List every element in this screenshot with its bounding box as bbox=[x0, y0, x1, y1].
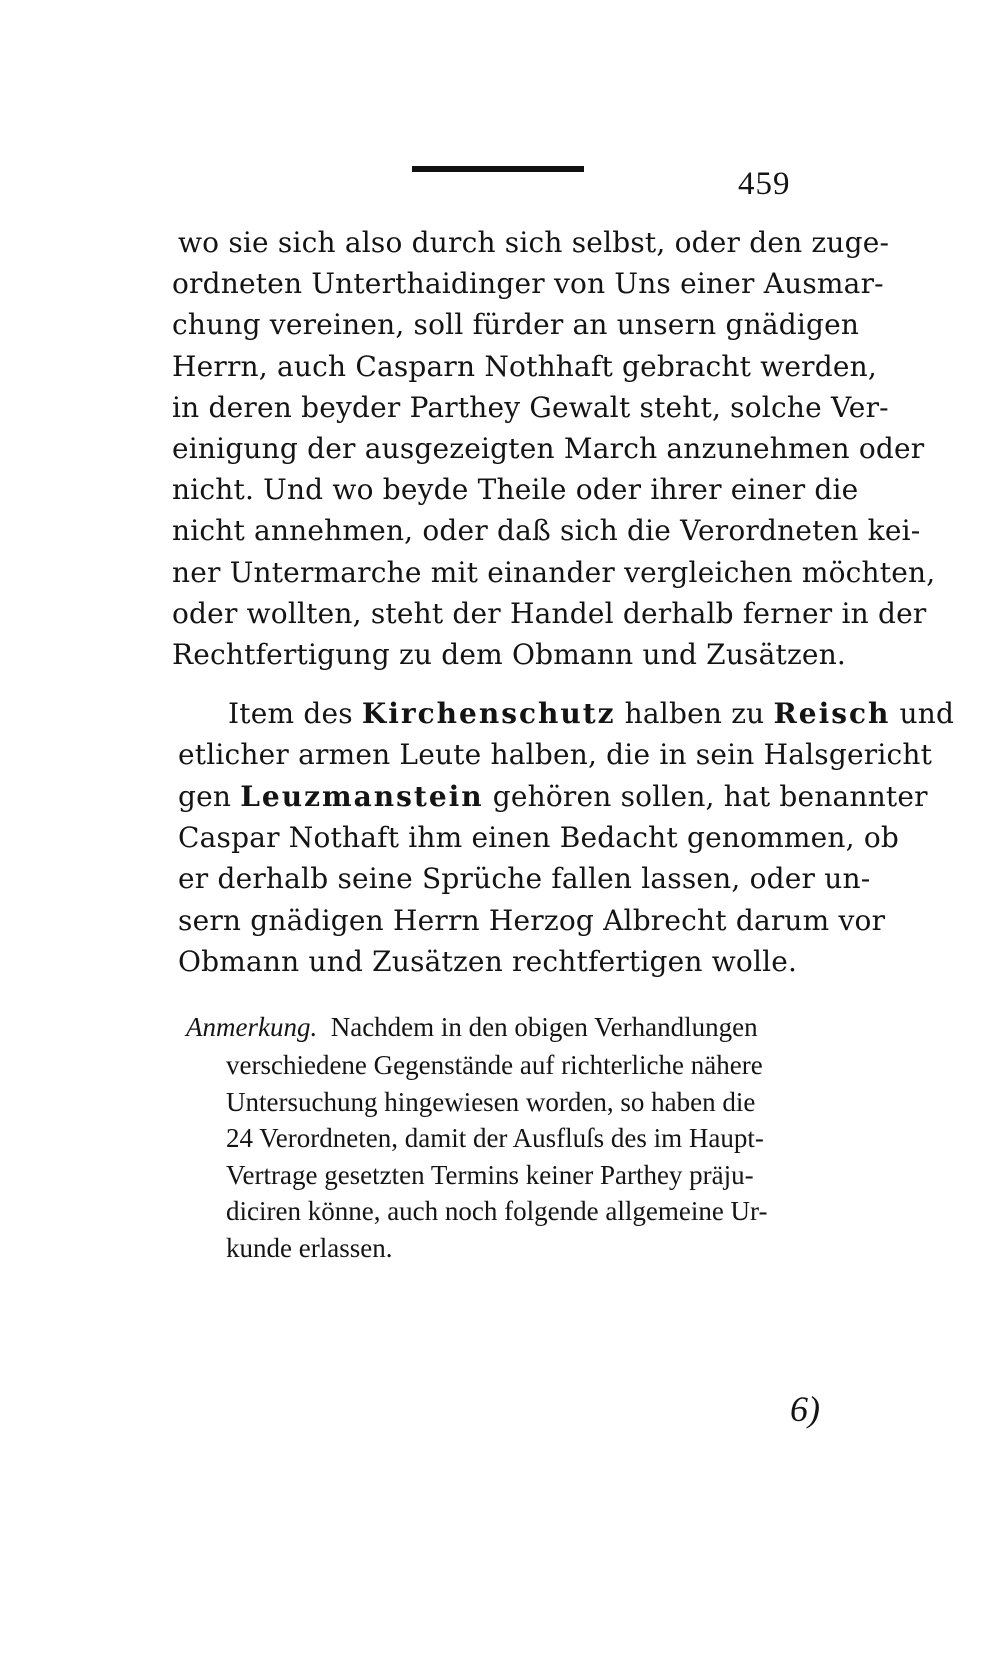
text-span: halben zu bbox=[615, 697, 774, 730]
note-line: verschiedene Gegenstände auf richterliche nähere bbox=[226, 1050, 763, 1080]
text-span: gehören sollen, hat benannter bbox=[483, 779, 928, 813]
text-line bbox=[178, 738, 932, 771]
text-line: in deren beyder Parthey Gewalt steht, solche Ver- bbox=[172, 390, 889, 424]
header-rule bbox=[412, 166, 584, 172]
text-span: und bbox=[890, 697, 955, 730]
text-line: oder wollten, steht der Handel derhalb ferner in der bbox=[172, 596, 927, 630]
text-line: ordneten Unterthaidinger von Uns einer Ausmar- bbox=[172, 267, 884, 301]
text-line: einigung der ausgezeigten March anzunehmen oder bbox=[172, 432, 925, 465]
text-line: wo sie sich also durch sich selbst, oder den zuge- bbox=[178, 226, 890, 259]
note-line: Untersuchung hingewiesen worden, so haben die bbox=[226, 1086, 756, 1117]
text-span: Caspar Nothaft ihm einen Bedacht genommen, ob bbox=[178, 820, 900, 854]
text-span: etlicher armen Leute halben, die in sein Halsgericht bbox=[178, 738, 933, 772]
text-span: Obmann und Zusätzen rechtfertigen wolle. bbox=[178, 944, 798, 978]
page-number: 459 bbox=[738, 166, 791, 202]
place-name: Leuzmanstein bbox=[240, 779, 484, 813]
text-span: sern gnädigen Herrn Herzog Albrecht darum vor bbox=[178, 903, 886, 937]
text-line bbox=[178, 904, 885, 937]
text-line: chung vereinen, soll fürder an unsern gnädigen bbox=[172, 308, 860, 342]
text-span: er derhalb seine Sprüche fallen lassen, oder un- bbox=[178, 862, 871, 896]
catchword: 6) bbox=[790, 1389, 820, 1429]
note-line: kunde erlassen. bbox=[226, 1233, 393, 1263]
text-line bbox=[178, 862, 870, 895]
note-line: Vertrage gesetzten Termins keiner Parthey präju- bbox=[226, 1159, 754, 1190]
text-line: nicht. Und wo beyde Theile oder ihrer einer die bbox=[172, 473, 859, 507]
text-line bbox=[178, 780, 928, 813]
text-line: nicht annehmen, oder daß sich die Verordneten kei- bbox=[172, 514, 921, 548]
note-line: diciren könne, auch noch folgende allgemeine Ur- bbox=[226, 1196, 768, 1227]
note-label: Anmerkung. bbox=[186, 1012, 318, 1042]
text-line bbox=[178, 821, 899, 854]
note-text: Nachdem in den obigen Verhandlungen bbox=[330, 1012, 758, 1042]
place-name: Kirchenschutz bbox=[361, 697, 616, 730]
place-name: Reisch bbox=[773, 697, 891, 730]
note-line: 24 Verordneten, damit der Ausfluſs des im Haupt- bbox=[226, 1123, 764, 1154]
note-first-line bbox=[186, 1012, 758, 1043]
text-span: Item des bbox=[228, 697, 362, 730]
text-span: gen bbox=[178, 779, 241, 813]
text-line: ner Untermarche mit einander vergleichen möchten, bbox=[172, 555, 936, 589]
text-line bbox=[228, 697, 954, 730]
text-line: Rechtfertigung zu dem Obmann und Zusätzen. bbox=[172, 638, 847, 671]
text-line: Herrn, auch Casparn Nothhaft gebracht werden, bbox=[172, 349, 877, 383]
text-line bbox=[178, 945, 797, 978]
